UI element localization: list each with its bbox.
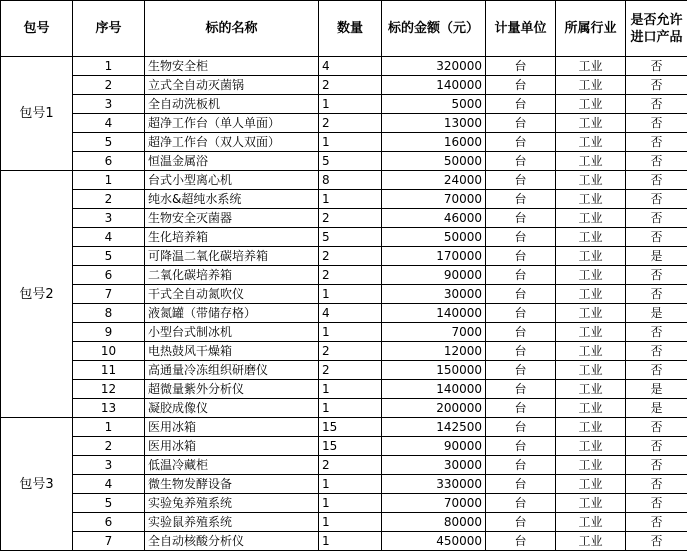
quantity-cell: 2 [319, 456, 382, 475]
table-body [1, 57, 687, 551]
import-allowed-cell: 否 [626, 456, 687, 475]
quantity-cell: 15 [319, 418, 382, 437]
industry-cell: 工业 [556, 380, 626, 399]
header-package: 包号 [1, 1, 73, 57]
import-allowed-cell: 是 [626, 247, 687, 266]
quantity-cell: 1 [319, 380, 382, 399]
seq-cell: 4 [73, 475, 145, 494]
industry-cell: 工业 [556, 114, 626, 133]
amount-cell: 170000 [382, 247, 486, 266]
amount-cell: 450000 [382, 532, 486, 551]
seq-cell: 1 [73, 418, 145, 437]
seq-cell: 3 [73, 209, 145, 228]
amount-cell: 30000 [382, 285, 486, 304]
amount-cell: 7000 [382, 323, 486, 342]
quantity-cell: 2 [319, 76, 382, 95]
table-row [1, 323, 687, 342]
unit-cell: 台 [486, 342, 556, 361]
import-allowed-cell: 否 [626, 494, 687, 513]
unit-cell: 台 [486, 247, 556, 266]
quantity-cell: 1 [319, 95, 382, 114]
seq-cell: 8 [73, 304, 145, 323]
header-industry: 所属行业 [556, 1, 626, 57]
amount-cell: 90000 [382, 266, 486, 285]
header-unit: 计量单位 [486, 1, 556, 57]
import-allowed-cell: 否 [626, 323, 687, 342]
unit-cell: 台 [486, 209, 556, 228]
industry-cell: 工业 [556, 152, 626, 171]
table-row [1, 57, 687, 76]
table-row [1, 228, 687, 247]
unit-cell: 台 [486, 437, 556, 456]
amount-cell: 50000 [382, 152, 486, 171]
unit-cell: 台 [486, 380, 556, 399]
amount-cell: 330000 [382, 475, 486, 494]
item-name-cell: 全自动核酸分析仪 [145, 532, 319, 551]
amount-cell: 50000 [382, 228, 486, 247]
quantity-cell: 5 [319, 228, 382, 247]
industry-cell: 工业 [556, 304, 626, 323]
unit-cell: 台 [486, 494, 556, 513]
item-name-cell: 医用冰箱 [145, 418, 319, 437]
item-name-cell: 超净工作台（单人单面） [145, 114, 319, 133]
amount-cell: 30000 [382, 456, 486, 475]
import-allowed-cell: 是 [626, 304, 687, 323]
unit-cell: 台 [486, 76, 556, 95]
table-row [1, 95, 687, 114]
quantity-cell: 2 [319, 361, 382, 380]
seq-cell: 5 [73, 247, 145, 266]
industry-cell: 工业 [556, 437, 626, 456]
industry-cell: 工业 [556, 342, 626, 361]
industry-cell: 工业 [556, 171, 626, 190]
amount-cell: 142500 [382, 418, 486, 437]
unit-cell: 台 [486, 513, 556, 532]
amount-cell: 5000 [382, 95, 486, 114]
seq-cell: 12 [73, 380, 145, 399]
industry-cell: 工业 [556, 228, 626, 247]
table-row [1, 475, 687, 494]
table-row [1, 399, 687, 418]
unit-cell: 台 [486, 475, 556, 494]
item-name-cell: 医用冰箱 [145, 437, 319, 456]
unit-cell: 台 [486, 190, 556, 209]
item-name-cell: 立式全自动灭菌锅 [145, 76, 319, 95]
item-name-cell: 全自动洗板机 [145, 95, 319, 114]
amount-cell: 12000 [382, 342, 486, 361]
import-allowed-cell: 否 [626, 266, 687, 285]
quantity-cell: 2 [319, 342, 382, 361]
table-row [1, 209, 687, 228]
quantity-cell: 4 [319, 304, 382, 323]
seq-cell: 4 [73, 114, 145, 133]
table-row [1, 361, 687, 380]
seq-cell: 5 [73, 494, 145, 513]
item-name-cell: 低温冷藏柜 [145, 456, 319, 475]
industry-cell: 工业 [556, 247, 626, 266]
quantity-cell: 1 [319, 399, 382, 418]
item-name-cell: 干式全自动氮吹仪 [145, 285, 319, 304]
item-name-cell: 生化培养箱 [145, 228, 319, 247]
table-row [1, 494, 687, 513]
seq-cell: 10 [73, 342, 145, 361]
import-allowed-cell: 否 [626, 190, 687, 209]
table-row [1, 380, 687, 399]
industry-cell: 工业 [556, 285, 626, 304]
package-label: 包号3 [1, 418, 73, 551]
unit-cell: 台 [486, 456, 556, 475]
table-row [1, 285, 687, 304]
quantity-cell: 1 [319, 323, 382, 342]
quantity-cell: 15 [319, 437, 382, 456]
industry-cell: 工业 [556, 133, 626, 152]
item-name-cell: 小型台式制冰机 [145, 323, 319, 342]
import-allowed-cell: 否 [626, 513, 687, 532]
item-name-cell: 凝胶成像仪 [145, 399, 319, 418]
import-allowed-cell: 否 [626, 133, 687, 152]
table-row [1, 418, 687, 437]
industry-cell: 工业 [556, 418, 626, 437]
industry-cell: 工业 [556, 95, 626, 114]
industry-cell: 工业 [556, 532, 626, 551]
item-name-cell: 高通量冷冻组织研磨仪 [145, 361, 319, 380]
seq-cell: 6 [73, 152, 145, 171]
industry-cell: 工业 [556, 494, 626, 513]
quantity-cell: 2 [319, 114, 382, 133]
seq-cell: 4 [73, 228, 145, 247]
table-row [1, 152, 687, 171]
seq-cell: 1 [73, 171, 145, 190]
import-allowed-cell: 否 [626, 285, 687, 304]
industry-cell: 工业 [556, 475, 626, 494]
seq-cell: 2 [73, 190, 145, 209]
import-allowed-cell: 否 [626, 418, 687, 437]
unit-cell: 台 [486, 95, 556, 114]
item-name-cell: 实验兔养殖系统 [145, 494, 319, 513]
header-import: 是否允许进口产品 [626, 1, 687, 57]
header-name: 标的名称 [145, 1, 319, 57]
quantity-cell: 1 [319, 285, 382, 304]
seq-cell: 7 [73, 532, 145, 551]
table-row [1, 76, 687, 95]
quantity-cell: 5 [319, 152, 382, 171]
seq-cell: 11 [73, 361, 145, 380]
item-name-cell: 可降温二氧化碳培养箱 [145, 247, 319, 266]
unit-cell: 台 [486, 323, 556, 342]
amount-cell: 200000 [382, 399, 486, 418]
amount-cell: 46000 [382, 209, 486, 228]
seq-cell: 13 [73, 399, 145, 418]
quantity-cell: 1 [319, 190, 382, 209]
unit-cell: 台 [486, 285, 556, 304]
amount-cell: 16000 [382, 133, 486, 152]
quantity-cell: 1 [319, 475, 382, 494]
item-name-cell: 生物安全灭菌器 [145, 209, 319, 228]
unit-cell: 台 [486, 152, 556, 171]
seq-cell: 3 [73, 456, 145, 475]
package-label: 包号2 [1, 171, 73, 418]
import-allowed-cell: 否 [626, 361, 687, 380]
industry-cell: 工业 [556, 266, 626, 285]
quantity-cell: 1 [319, 494, 382, 513]
import-allowed-cell: 否 [626, 228, 687, 247]
amount-cell: 13000 [382, 114, 486, 133]
import-allowed-cell: 是 [626, 399, 687, 418]
unit-cell: 台 [486, 361, 556, 380]
item-name-cell: 液氮罐（带储存格） [145, 304, 319, 323]
table-row [1, 513, 687, 532]
industry-cell: 工业 [556, 57, 626, 76]
table-row [1, 532, 687, 551]
table-row [1, 190, 687, 209]
amount-cell: 24000 [382, 171, 486, 190]
unit-cell: 台 [486, 304, 556, 323]
seq-cell: 7 [73, 285, 145, 304]
item-name-cell: 微生物发酵设备 [145, 475, 319, 494]
amount-cell: 140000 [382, 380, 486, 399]
unit-cell: 台 [486, 399, 556, 418]
item-name-cell: 实验鼠养殖系统 [145, 513, 319, 532]
industry-cell: 工业 [556, 456, 626, 475]
table-row [1, 456, 687, 475]
table-row [1, 133, 687, 152]
header-row [1, 1, 687, 57]
import-allowed-cell: 否 [626, 152, 687, 171]
amount-cell: 70000 [382, 494, 486, 513]
item-name-cell: 恒温金属浴 [145, 152, 319, 171]
industry-cell: 工业 [556, 209, 626, 228]
import-allowed-cell: 否 [626, 95, 687, 114]
industry-cell: 工业 [556, 76, 626, 95]
unit-cell: 台 [486, 171, 556, 190]
header-amount: 标的金额（元） [382, 1, 486, 57]
import-allowed-cell: 否 [626, 342, 687, 361]
seq-cell: 6 [73, 513, 145, 532]
package-label: 包号1 [1, 57, 73, 171]
quantity-cell: 2 [319, 266, 382, 285]
import-allowed-cell: 是 [626, 380, 687, 399]
industry-cell: 工业 [556, 513, 626, 532]
quantity-cell: 4 [319, 57, 382, 76]
seq-cell: 3 [73, 95, 145, 114]
amount-cell: 70000 [382, 190, 486, 209]
quantity-cell: 2 [319, 247, 382, 266]
item-name-cell: 生物安全柜 [145, 57, 319, 76]
amount-cell: 320000 [382, 57, 486, 76]
item-name-cell: 超微量紫外分析仪 [145, 380, 319, 399]
table-row [1, 171, 687, 190]
item-name-cell: 纯水&超纯水系统 [145, 190, 319, 209]
unit-cell: 台 [486, 228, 556, 247]
import-allowed-cell: 否 [626, 475, 687, 494]
seq-cell: 2 [73, 437, 145, 456]
amount-cell: 140000 [382, 304, 486, 323]
amount-cell: 90000 [382, 437, 486, 456]
amount-cell: 140000 [382, 76, 486, 95]
seq-cell: 6 [73, 266, 145, 285]
quantity-cell: 1 [319, 532, 382, 551]
item-name-cell: 电热鼓风干燥箱 [145, 342, 319, 361]
table-row [1, 114, 687, 133]
seq-cell: 9 [73, 323, 145, 342]
seq-cell: 1 [73, 57, 145, 76]
amount-cell: 80000 [382, 513, 486, 532]
table-row [1, 342, 687, 361]
table-row [1, 304, 687, 323]
industry-cell: 工业 [556, 361, 626, 380]
unit-cell: 台 [486, 133, 556, 152]
table-row [1, 247, 687, 266]
unit-cell: 台 [486, 532, 556, 551]
seq-cell: 2 [73, 76, 145, 95]
item-name-cell: 台式小型离心机 [145, 171, 319, 190]
import-allowed-cell: 否 [626, 76, 687, 95]
item-name-cell: 超净工作台（双人双面） [145, 133, 319, 152]
import-allowed-cell: 否 [626, 209, 687, 228]
header-seq: 序号 [73, 1, 145, 57]
quantity-cell: 2 [319, 209, 382, 228]
unit-cell: 台 [486, 266, 556, 285]
unit-cell: 台 [486, 418, 556, 437]
unit-cell: 台 [486, 57, 556, 76]
industry-cell: 工业 [556, 323, 626, 342]
import-allowed-cell: 否 [626, 171, 687, 190]
industry-cell: 工业 [556, 190, 626, 209]
import-allowed-cell: 否 [626, 437, 687, 456]
quantity-cell: 1 [319, 133, 382, 152]
unit-cell: 台 [486, 114, 556, 133]
industry-cell: 工业 [556, 399, 626, 418]
import-allowed-cell: 否 [626, 114, 687, 133]
table-row [1, 266, 687, 285]
quantity-cell: 8 [319, 171, 382, 190]
import-allowed-cell: 否 [626, 57, 687, 76]
seq-cell: 5 [73, 133, 145, 152]
table-row [1, 437, 687, 456]
header-qty: 数量 [319, 1, 382, 57]
item-name-cell: 二氧化碳培养箱 [145, 266, 319, 285]
quantity-cell: 1 [319, 513, 382, 532]
amount-cell: 150000 [382, 361, 486, 380]
import-allowed-cell: 否 [626, 532, 687, 551]
